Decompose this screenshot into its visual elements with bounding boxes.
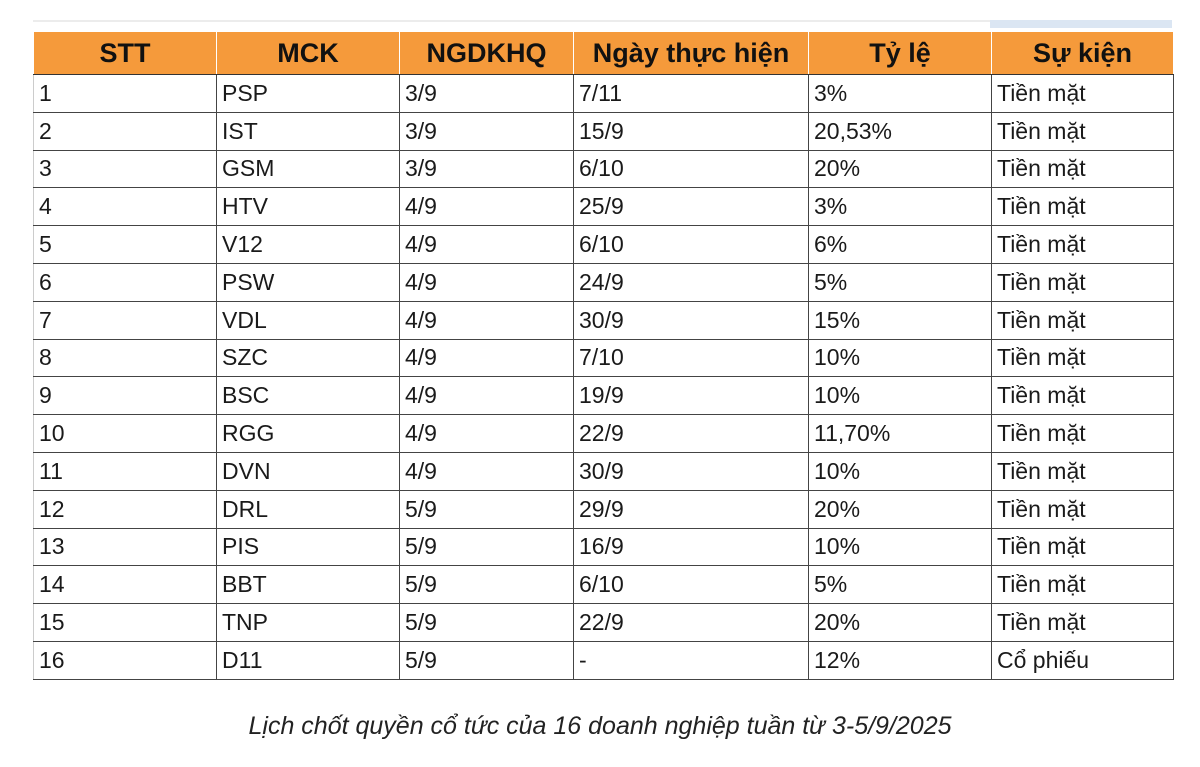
su-kien-cell: Tiền mặt [992,188,1174,226]
stt-cell: 14 [34,566,217,604]
header-mck: MCK [217,32,400,75]
su-kien-cell: Tiền mặt [992,75,1174,113]
stt-cell: 7 [34,301,217,339]
mck-cell: BSC [217,377,400,415]
su-kien-cell: Tiền mặt [992,528,1174,566]
table-row [34,604,1174,642]
mck-cell: D11 [217,641,400,679]
ngay-thuc-hien-cell: 22/9 [574,415,809,453]
table-body [34,75,1174,680]
ngdkhq-cell: 3/9 [400,112,574,150]
ty-le-cell: 5% [809,263,992,301]
stt-cell: 2 [34,112,217,150]
table-row [34,377,1174,415]
ngay-thuc-hien-cell: 24/9 [574,263,809,301]
mck-cell: SZC [217,339,400,377]
stt-cell: 13 [34,528,217,566]
su-kien-cell: Tiền mặt [992,452,1174,490]
ty-le-cell: 12% [809,641,992,679]
ty-le-cell: 10% [809,377,992,415]
ngdkhq-cell: 5/9 [400,528,574,566]
stt-cell: 15 [34,604,217,642]
table-caption: Lịch chốt quyền cổ tức của 16 doanh nghiệp tuần từ 3-5/9/2025 [248,712,952,740]
ngay-thuc-hien-cell: 16/9 [574,528,809,566]
ngay-thuc-hien-cell: 29/9 [574,490,809,528]
mck-cell: TNP [217,604,400,642]
su-kien-cell: Tiền mặt [992,490,1174,528]
ngdkhq-cell: 4/9 [400,452,574,490]
ngdkhq-cell: 4/9 [400,188,574,226]
su-kien-cell: Tiền mặt [992,263,1174,301]
ngdkhq-cell: 3/9 [400,150,574,188]
ngdkhq-cell: 5/9 [400,604,574,642]
ngdkhq-cell: 4/9 [400,301,574,339]
table-row [34,263,1174,301]
table-row [34,150,1174,188]
table-row [34,641,1174,679]
header-ngay-thuc-hien: Ngày thực hiện [574,32,809,75]
dividend-schedule-table [33,32,1174,680]
mck-cell: GSM [217,150,400,188]
stt-cell: 5 [34,226,217,264]
ngay-thuc-hien-cell: 25/9 [574,188,809,226]
stt-cell: 6 [34,263,217,301]
su-kien-cell: Tiền mặt [992,301,1174,339]
ngay-thuc-hien-cell: 15/9 [574,112,809,150]
ty-le-cell: 20,53% [809,112,992,150]
table-row [34,528,1174,566]
stt-cell: 10 [34,415,217,453]
stt-cell: 4 [34,188,217,226]
ngdkhq-cell: 5/9 [400,641,574,679]
ngay-thuc-hien-cell: 30/9 [574,301,809,339]
ngay-thuc-hien-cell: 30/9 [574,452,809,490]
top-border-line [33,20,990,22]
ngdkhq-cell: 4/9 [400,263,574,301]
ty-le-cell: 10% [809,528,992,566]
su-kien-cell: Tiền mặt [992,566,1174,604]
ngay-thuc-hien-cell: - [574,641,809,679]
ty-le-cell: 10% [809,452,992,490]
su-kien-cell: Tiền mặt [992,112,1174,150]
ty-le-cell: 3% [809,188,992,226]
mck-cell: DRL [217,490,400,528]
stt-cell: 8 [34,339,217,377]
ty-le-cell: 5% [809,566,992,604]
stt-cell: 12 [34,490,217,528]
su-kien-cell: Tiền mặt [992,226,1174,264]
table-row [34,452,1174,490]
ngdkhq-cell: 4/9 [400,226,574,264]
header-ty-le: Tỷ lệ [809,32,992,75]
mck-cell: HTV [217,188,400,226]
table-row [34,188,1174,226]
mck-cell: BBT [217,566,400,604]
header-su-kien: Sự kiện [992,32,1174,75]
ty-le-cell: 20% [809,150,992,188]
header-stt: STT [34,32,217,75]
ngay-thuc-hien-cell: 6/10 [574,150,809,188]
stt-cell: 1 [34,75,217,113]
header-ngdkhq: NGDKHQ [400,32,574,75]
table-row [34,415,1174,453]
su-kien-cell: Tiền mặt [992,415,1174,453]
ngay-thuc-hien-cell: 22/9 [574,604,809,642]
stt-cell: 3 [34,150,217,188]
stt-cell: 11 [34,452,217,490]
su-kien-cell: Tiền mặt [992,604,1174,642]
table-row [34,490,1174,528]
su-kien-cell: Cổ phiếu [992,641,1174,679]
ty-le-cell: 10% [809,339,992,377]
table-row [34,339,1174,377]
table-row [34,75,1174,113]
stt-cell: 16 [34,641,217,679]
ty-le-cell: 20% [809,604,992,642]
stt-cell: 9 [34,377,217,415]
su-kien-cell: Tiền mặt [992,339,1174,377]
ngay-thuc-hien-cell: 6/10 [574,566,809,604]
ngdkhq-cell: 4/9 [400,339,574,377]
ngay-thuc-hien-cell: 7/11 [574,75,809,113]
table-row [34,566,1174,604]
ty-le-cell: 6% [809,226,992,264]
mck-cell: PSP [217,75,400,113]
ngdkhq-cell: 5/9 [400,566,574,604]
ty-le-cell: 20% [809,490,992,528]
table-header-row [34,32,1174,75]
mck-cell: IST [217,112,400,150]
ty-le-cell: 15% [809,301,992,339]
ngdkhq-cell: 5/9 [400,490,574,528]
ngdkhq-cell: 3/9 [400,75,574,113]
table-row [34,301,1174,339]
top-selection-strip [990,20,1172,28]
table-row [34,112,1174,150]
su-kien-cell: Tiền mặt [992,377,1174,415]
ngay-thuc-hien-cell: 6/10 [574,226,809,264]
ngdkhq-cell: 4/9 [400,415,574,453]
ngdkhq-cell: 4/9 [400,377,574,415]
ngay-thuc-hien-cell: 7/10 [574,339,809,377]
table-row [34,226,1174,264]
ty-le-cell: 3% [809,75,992,113]
su-kien-cell: Tiền mặt [992,150,1174,188]
mck-cell: V12 [217,226,400,264]
mck-cell: PSW [217,263,400,301]
mck-cell: RGG [217,415,400,453]
ty-le-cell: 11,70% [809,415,992,453]
mck-cell: DVN [217,452,400,490]
mck-cell: PIS [217,528,400,566]
ngay-thuc-hien-cell: 19/9 [574,377,809,415]
mck-cell: VDL [217,301,400,339]
